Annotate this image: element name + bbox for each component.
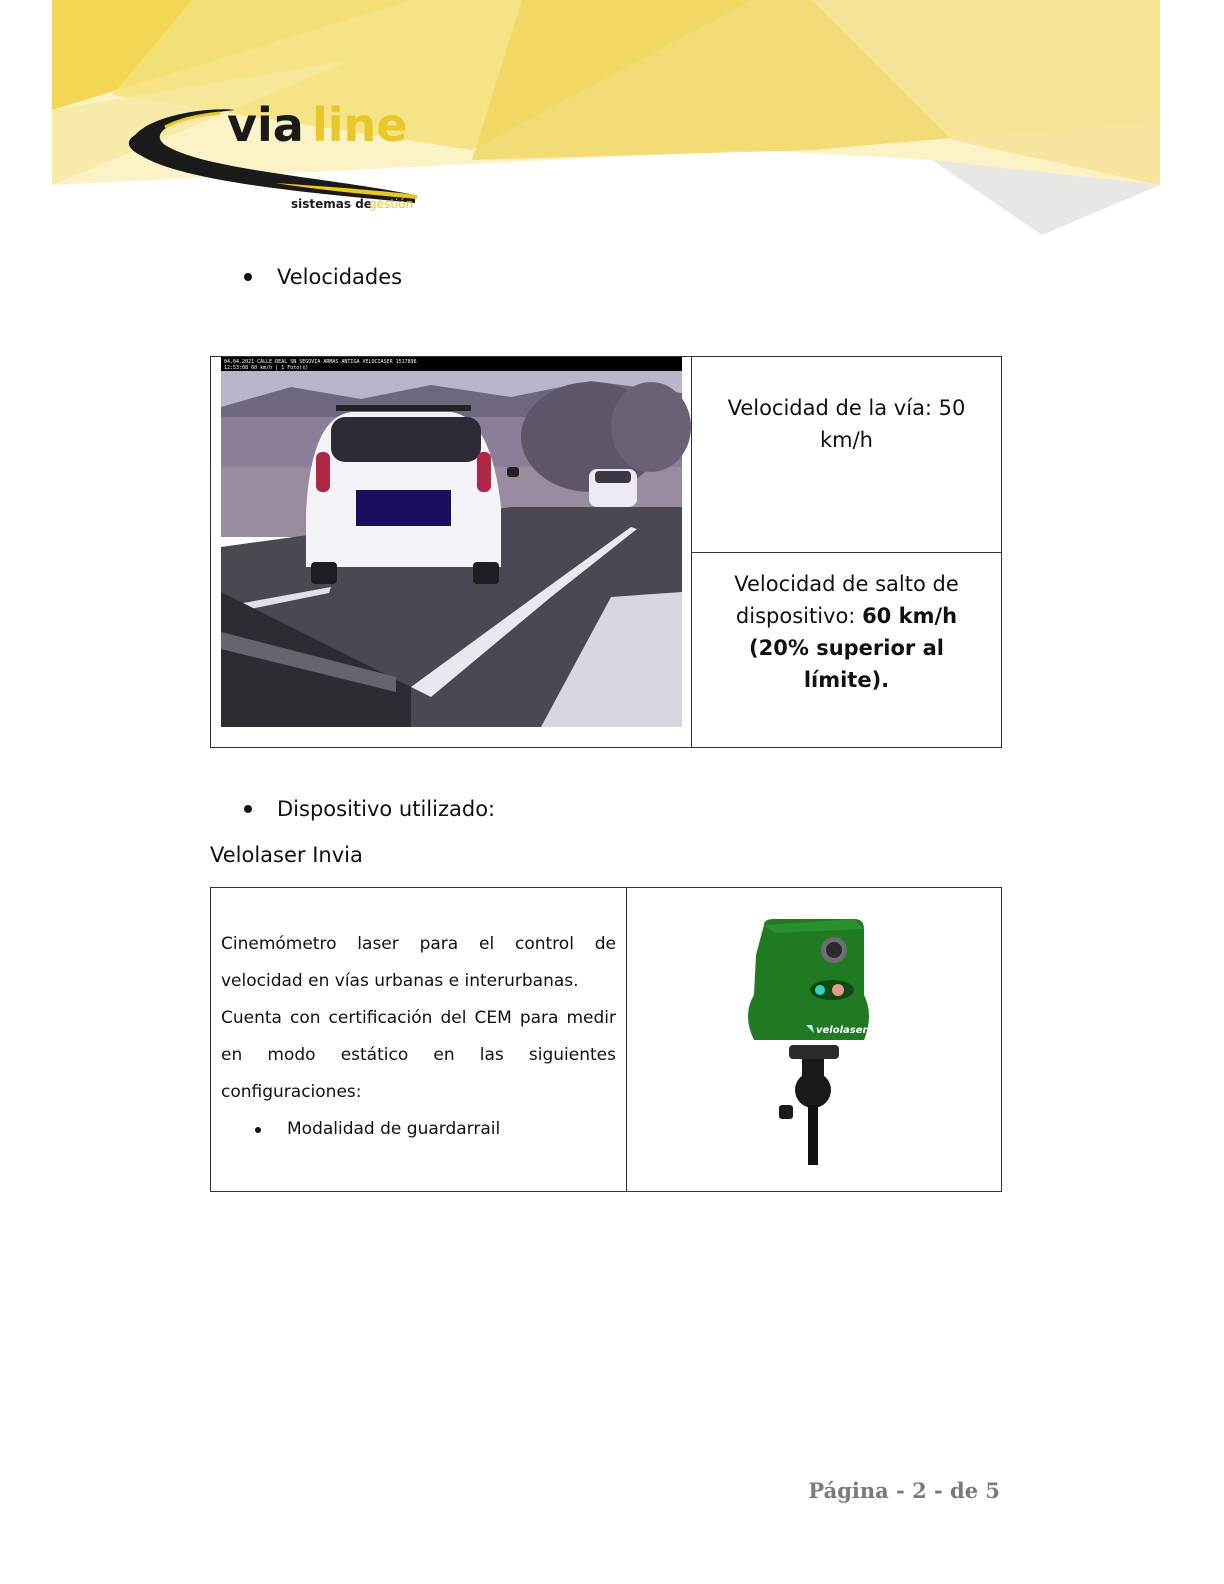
description-line: Cuenta con certificación del CEM para medir (221, 1008, 616, 1028)
bullet-dot (255, 1127, 261, 1133)
logo-road-swoosh-icon (125, 95, 425, 215)
page-number: Página - 2 - de 5 (808, 1478, 1000, 1503)
speeds-table (210, 356, 1002, 748)
photo-caption-line2: 12:53:08 60 km/h | 1 Foto(s) (224, 365, 309, 371)
logo-tagline-accent: gestión (369, 197, 414, 211)
description-line: velocidad en vías urbanas e interurbanas. (221, 971, 579, 991)
device-table (210, 887, 1002, 1192)
bullet-velocidades-text: Velocidades (277, 265, 403, 289)
logo-tagline-main: sistemas de (291, 197, 372, 211)
device-description-cell (211, 888, 627, 1192)
road-speed-cell (692, 357, 1002, 553)
road-speed-text: Velocidad de la vía: 50 km/h (727, 396, 966, 453)
device-image-cell (627, 888, 1002, 1192)
license-plate-blur (356, 490, 451, 526)
modes-list (221, 1111, 616, 1148)
speed-photo-cell (211, 357, 692, 748)
description-line: configuraciones: (221, 1082, 362, 1102)
vialine-logo (125, 95, 425, 215)
device-brand-label: velolaser (816, 1024, 868, 1036)
trigger-speed-bold: 60 km/h (20% superior al límite). (749, 603, 958, 692)
bullet-dot (244, 273, 252, 281)
description-line: Cinemómetro laser para el control de (221, 934, 616, 954)
bullet-dot (244, 805, 252, 813)
trigger-speed-text (706, 568, 987, 696)
logo-text-line: line (312, 98, 408, 152)
list-item (221, 1111, 616, 1148)
mode-text: Modalidad de guardarrail (287, 1119, 501, 1139)
bullet-dispositivo (244, 797, 495, 821)
trigger-speed-prefix: Velocidad de salto de dispositivo: (734, 571, 959, 628)
bullet-dispositivo-text: Dispositivo utilizado: (277, 797, 496, 821)
device-name: Velolaser Invia (210, 843, 363, 867)
velolaser-device-image (734, 915, 894, 1165)
bullet-velocidades (244, 265, 402, 289)
photo-caption-line1: 04.04.2021 CALLE REAL SN SEGOVIA ARMAS ANTIGA VELOCIASER 1517896 (224, 359, 417, 365)
logo-text-via: via (227, 98, 304, 152)
speed-camera-photo (211, 357, 691, 747)
trigger-speed-cell (692, 552, 1002, 748)
description-line: en modo estático en las siguientes (221, 1045, 616, 1065)
